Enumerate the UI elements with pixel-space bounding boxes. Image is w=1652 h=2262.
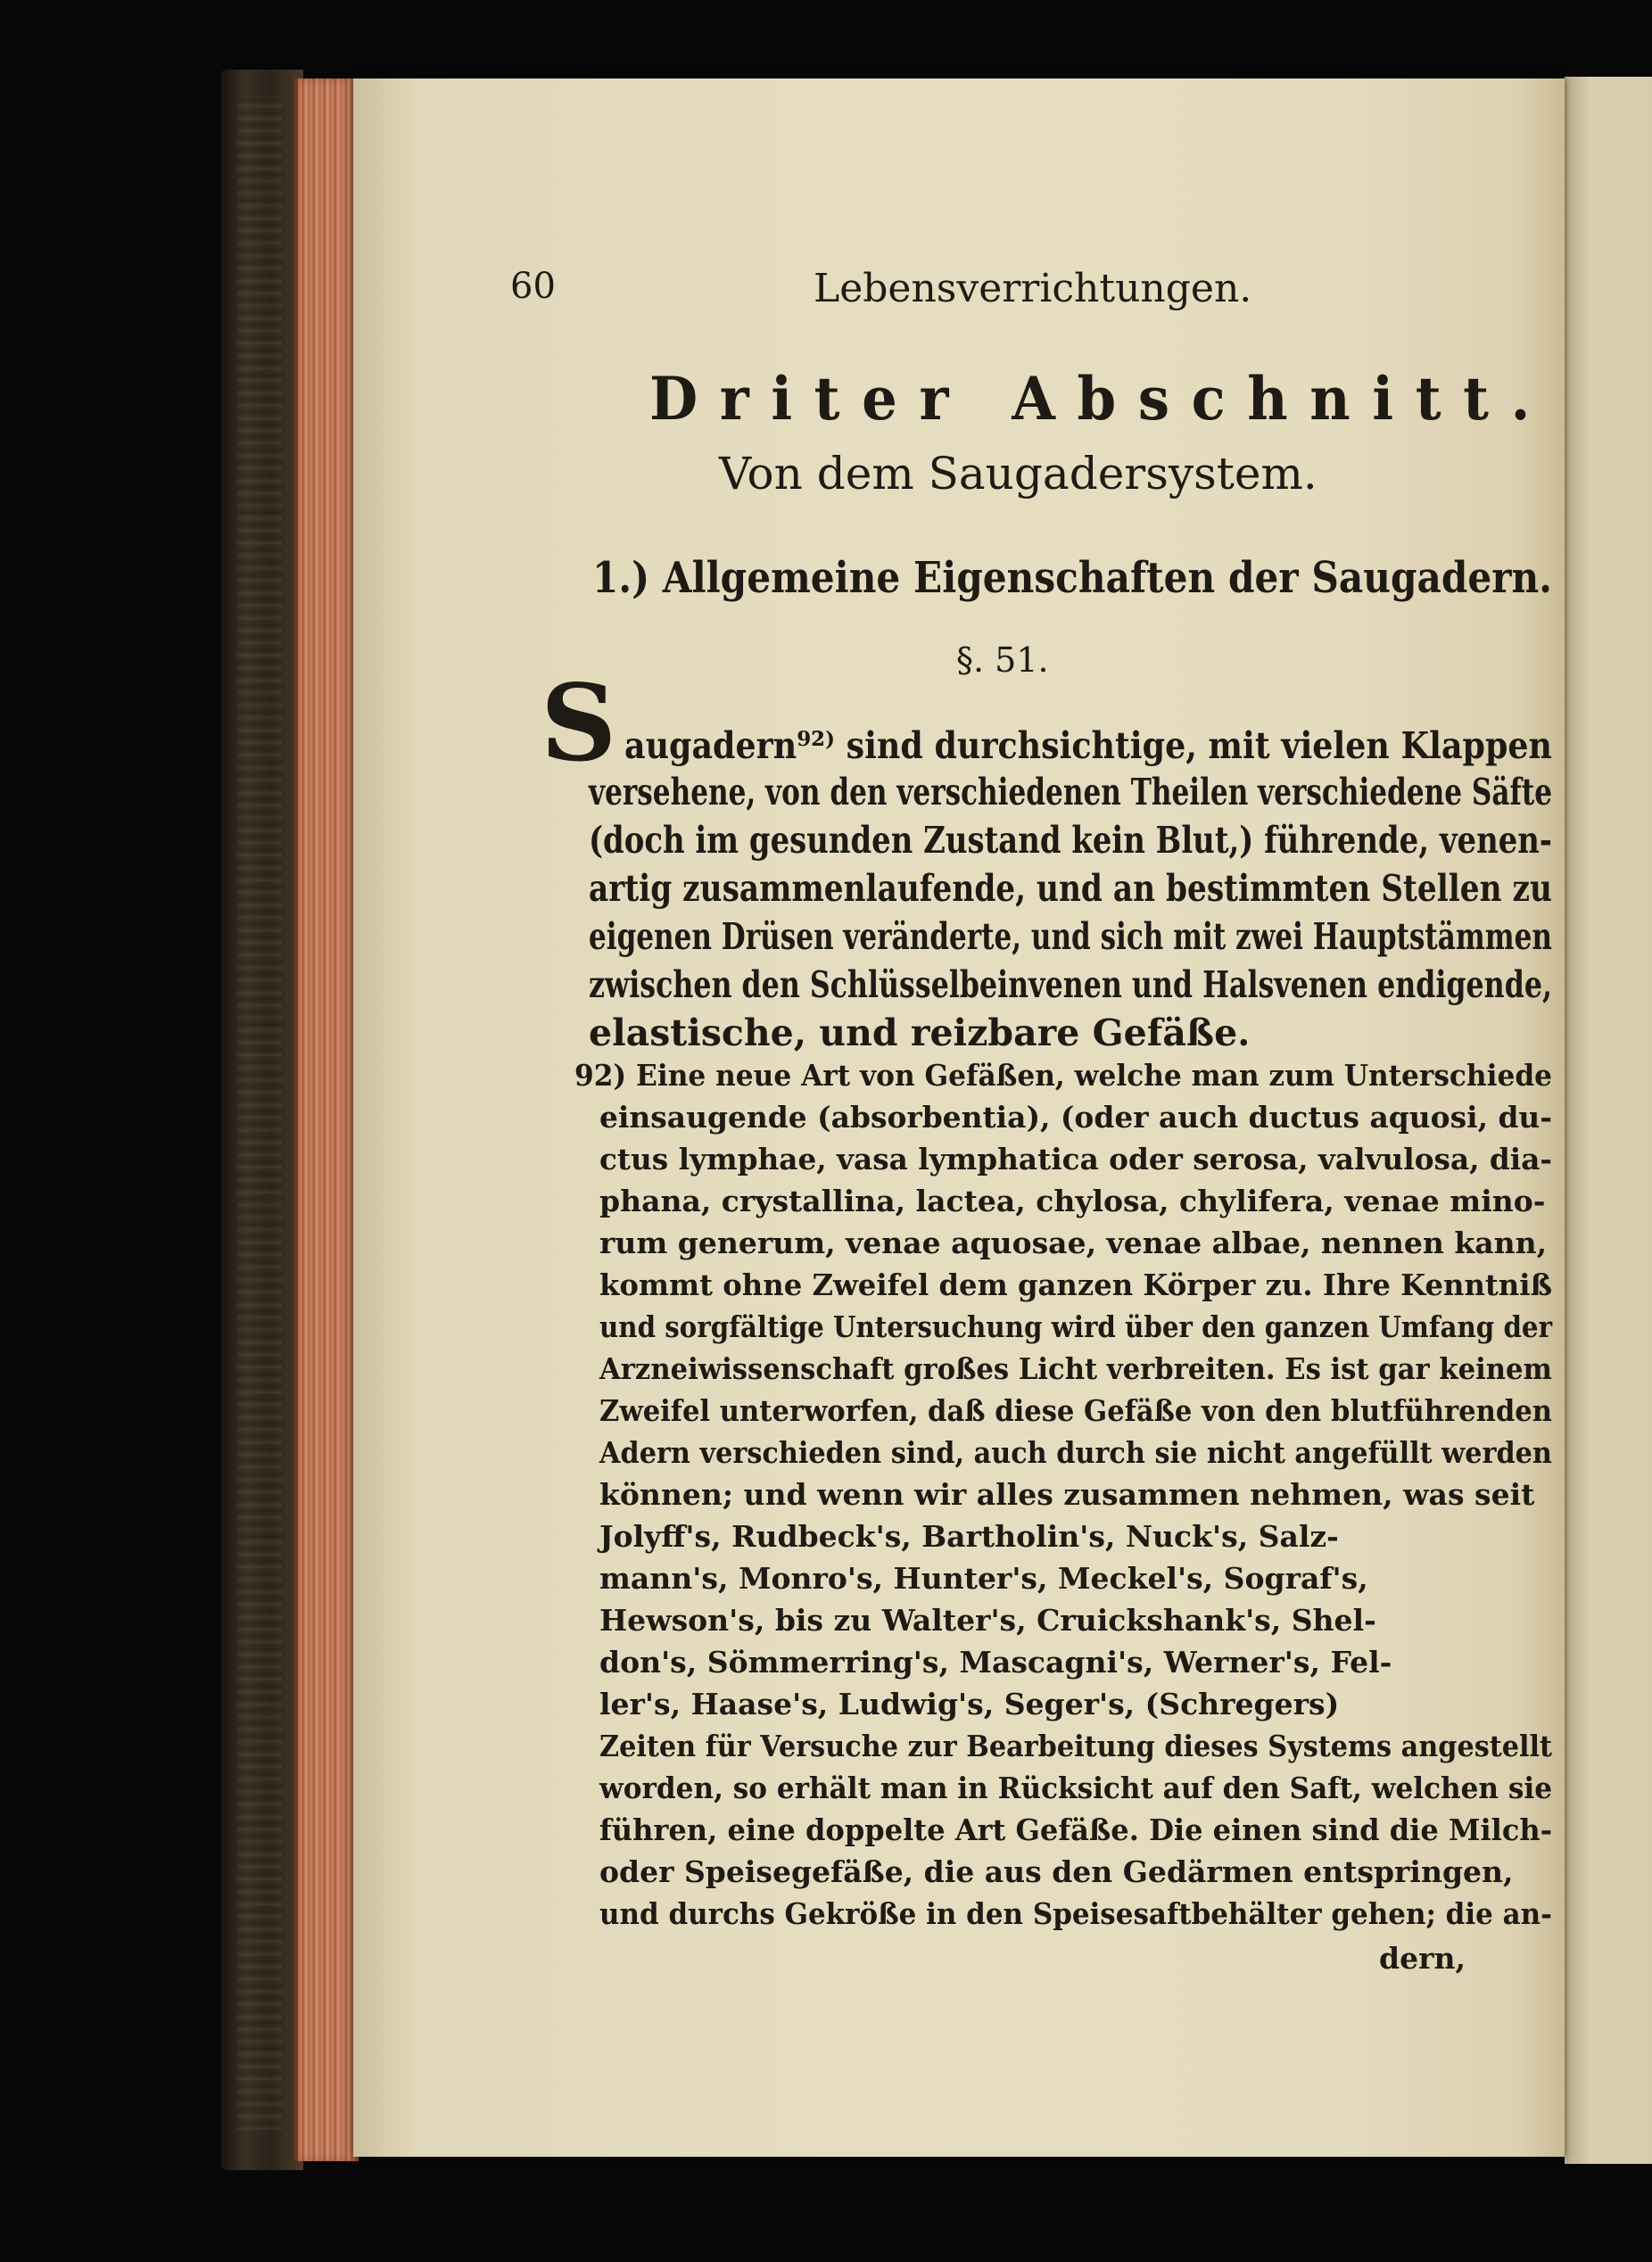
footnote-line: mann's, Monro's, Hunter's, Meckel's, Sograf's, — [599, 1561, 1368, 1596]
main-text-line: (doch im gesunden Zustand kein Blut,) führende, venen- — [589, 819, 1552, 862]
page-number: 60 — [510, 266, 556, 307]
footnote-line: ctus lymphae, vasa lymphatica oder serosa, valvulosa, dia- — [599, 1142, 1552, 1176]
section-subtitle: Von dem Saugadersystem. — [719, 448, 1317, 499]
footnote-line: können; und wenn wir alles zusammen nehmen, was seit — [599, 1477, 1535, 1512]
drop-cap: S — [541, 661, 617, 785]
footnote-line: führen, eine doppelte Art Gefäße. Die einen sind die Milch- — [599, 1812, 1553, 1847]
main-text-line: versehene, von den verschiedenen Theilen verschiedene Säfte — [589, 771, 1553, 813]
main-text-line: elastische, und reizbare Gefäße. — [589, 1011, 1251, 1054]
footnote-line: Jolyff's, Rudbeck's, Bartholin's, Nuck's, Salz- — [599, 1519, 1339, 1554]
footnote-line: und sorgfältige Untersuchung wird über den ganzen Umfang der — [599, 1309, 1553, 1344]
footnote-line: Zeiten für Versuche zur Bearbeitung dieses Systems angestellt — [599, 1729, 1553, 1763]
footnote-line: phana, crystallina, lactea, chylosa, chylifera, venae mino- — [599, 1184, 1546, 1218]
running-head: Lebensverrichtungen. — [814, 266, 1252, 311]
catchword: dern, — [1379, 1941, 1466, 1976]
facing-page-edge — [1565, 77, 1652, 2164]
main-text-line: artig zusammenlaufende, und an bestimmten Stellen zu — [589, 867, 1552, 910]
footnote-line: kommt ohne Zweifel dem ganzen Körper zu. Ihre Kenntniß — [599, 1267, 1553, 1302]
paragraph-mark: §. 51. — [956, 640, 1049, 680]
footnote-line: Hewson's, bis zu Walter's, Cruickshank's, Shel- — [599, 1603, 1376, 1638]
footnote-line: Arzneiwissenschaft großes Licht verbreiten. Es ist gar keinem — [599, 1351, 1552, 1386]
footnote-line: ler's, Haase's, Ludwig's, Seger's, (Schregers) — [599, 1687, 1340, 1721]
section-title: Driter Abschnitt. — [649, 364, 1553, 433]
footnote-line: worden, so erhält man in Rücksicht auf den Saft, welchen sie — [599, 1771, 1553, 1805]
main-text-line: augadern⁹²⁾ sind durchsichtige, mit vielen Klappen — [624, 724, 1552, 767]
footnote-line: oder Speisegefäße, die aus den Gedärmen entspringen, — [599, 1854, 1514, 1889]
main-text-line: eigenen Drüsen veränderte, und sich mit zwei Hauptstämmen — [589, 915, 1552, 958]
footnote-line: und durchs Gekröße in den Speisesaftbehälter gehen; die an- — [599, 1896, 1553, 1931]
book-cover-spine — [221, 70, 303, 2170]
footnote-line: Zweifel unterworfen, daß diese Gefäße von den blutführenden — [599, 1393, 1553, 1428]
footnote-line: rum generum, venae aquosae, venae albae, nennen kann, — [599, 1226, 1548, 1260]
subsection-heading: 1.) Allgemeine Eigenschaften der Saugadern. — [592, 553, 1552, 603]
page-edges — [294, 78, 359, 2161]
footnote-line: 92) Eine neue Art von Gefäßen, welche man zum Unterschiede — [574, 1058, 1553, 1093]
footnote-line: don's, Sömmerring's, Mascagni's, Werner's, Fel- — [599, 1645, 1392, 1680]
footnote-line: einsaugende (absorbentia), (oder auch ductus aquosi, du- — [599, 1100, 1552, 1135]
main-text-line: zwischen den Schlüsselbeinvenen und Halsvenen endigende, — [589, 963, 1552, 1006]
footnote-line: Adern verschieden sind, auch durch sie nicht angefüllt werden — [599, 1435, 1552, 1470]
